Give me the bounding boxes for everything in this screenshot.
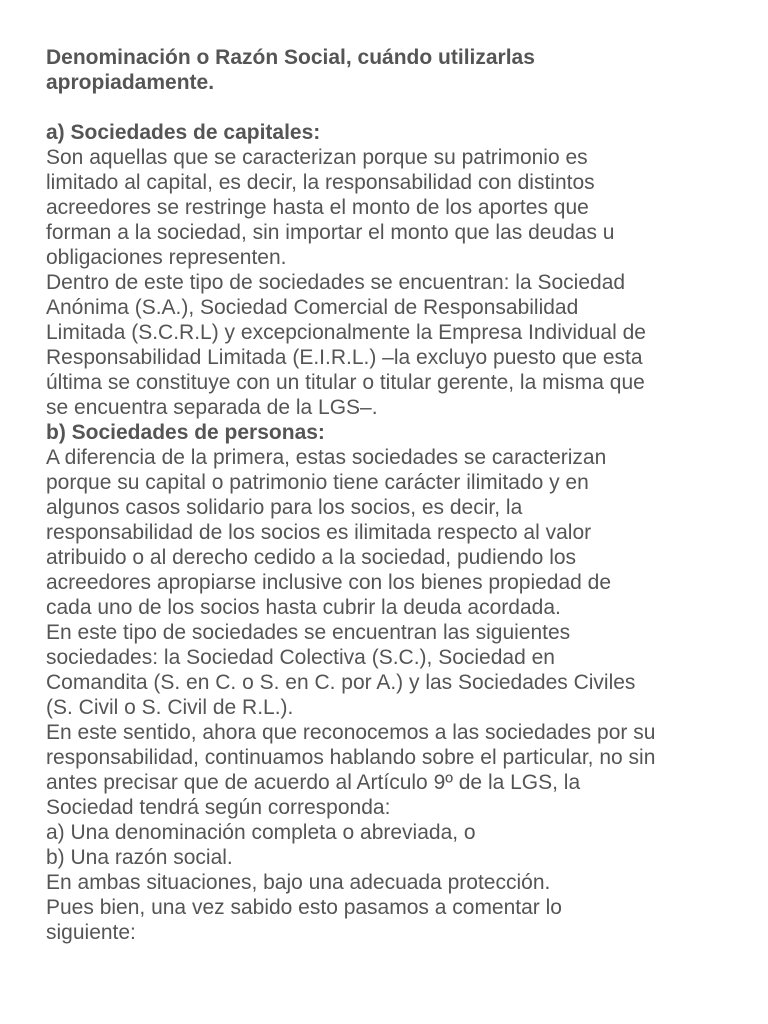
text-line: Pues bien, una vez sabido esto pasamos a comentar lo (46, 896, 562, 919)
text-line: Sociedad tendrá según corresponda: (46, 796, 391, 819)
text-line: (S. Civil o S. Civil de R.L.). (46, 696, 294, 719)
text-line: obligaciones representen. (46, 246, 287, 269)
text-line: forman a la sociedad, sin importar el monto que las deudas u (46, 221, 615, 244)
text-line: cada uno de los socios hasta cubrir la deuda acordada. (46, 596, 561, 619)
text-line: En este tipo de sociedades se encuentran las siguientes (46, 621, 571, 644)
section-b-paragraph-2 (46, 620, 746, 720)
closing-paragraph (46, 720, 746, 945)
document-title (46, 45, 746, 95)
title-line: apropiadamente. (46, 71, 215, 94)
text-line: En ambas situaciones, bajo una adecuada protección. (46, 871, 551, 894)
text-line: En este sentido, ahora que reconocemos a las sociedades por su (46, 721, 656, 744)
text-line: sociedades: la Sociedad Colectiva (S.C.), Sociedad en (46, 646, 555, 669)
text-line: siguiente: (46, 921, 136, 944)
text-line: algunos casos solidario para los socios, es decir, la (46, 496, 523, 519)
section-a-paragraph-2 (46, 270, 746, 420)
text-line: Responsabilidad Limitada (E.I.R.L.) –la excluyo puesto que esta (46, 346, 643, 369)
list-item: a) Una denominación completa o abreviada, o (46, 821, 476, 844)
section-a-paragraph-1 (46, 145, 746, 270)
text-line: Comandita (S. en C. o S. en C. por A.) y las Sociedades Civiles (46, 671, 636, 694)
text-line: Son aquellas que se caracterizan porque su patrimonio es (46, 146, 588, 169)
text-line: Limitada (S.C.R.L) y excepcionalmente la Empresa Individual de (46, 321, 646, 344)
text-line: responsabilidad, continuamos hablando sobre el particular, no sin (46, 746, 656, 769)
list-item: b) Una razón social. (46, 846, 233, 869)
text-line: se encuentra separada de la LGS–. (46, 396, 378, 419)
document-page (46, 45, 746, 945)
text-line: porque su capital o patrimonio tiene carácter ilimitado y en (46, 471, 589, 494)
text-line: A diferencia de la primera, estas sociedades se caracterizan (46, 446, 607, 469)
text-line: última se constituye con un titular o titular gerente, la misma que (46, 371, 645, 394)
title-line: Denominación o Razón Social, cuándo utilizarlas (46, 46, 535, 69)
text-line: responsabilidad de los socios es ilimitada respecto al valor (46, 521, 592, 544)
text-line: acreedores apropiarse inclusive con los bienes propiedad de (46, 571, 612, 594)
text-line: acreedores se restringe hasta el monto de los aportes que (46, 196, 589, 219)
text-line: atribuido o al derecho cedido a la sociedad, pudiendo los (46, 546, 577, 569)
text-line: Dentro de este tipo de sociedades se encuentran: la Sociedad (46, 271, 626, 294)
section-b-heading: b) Sociedades de personas: (46, 421, 325, 444)
text-line: Anónima (S.A.), Sociedad Comercial de Responsabilidad (46, 296, 579, 319)
text-line: limitado al capital, es decir, la responsabilidad con distintos (46, 171, 595, 194)
section-a-heading: a) Sociedades de capitales: (46, 121, 321, 144)
text-line: antes precisar que de acuerdo al Artículo 9º de la LGS, la (46, 771, 581, 794)
section-b-paragraph-1 (46, 445, 746, 620)
